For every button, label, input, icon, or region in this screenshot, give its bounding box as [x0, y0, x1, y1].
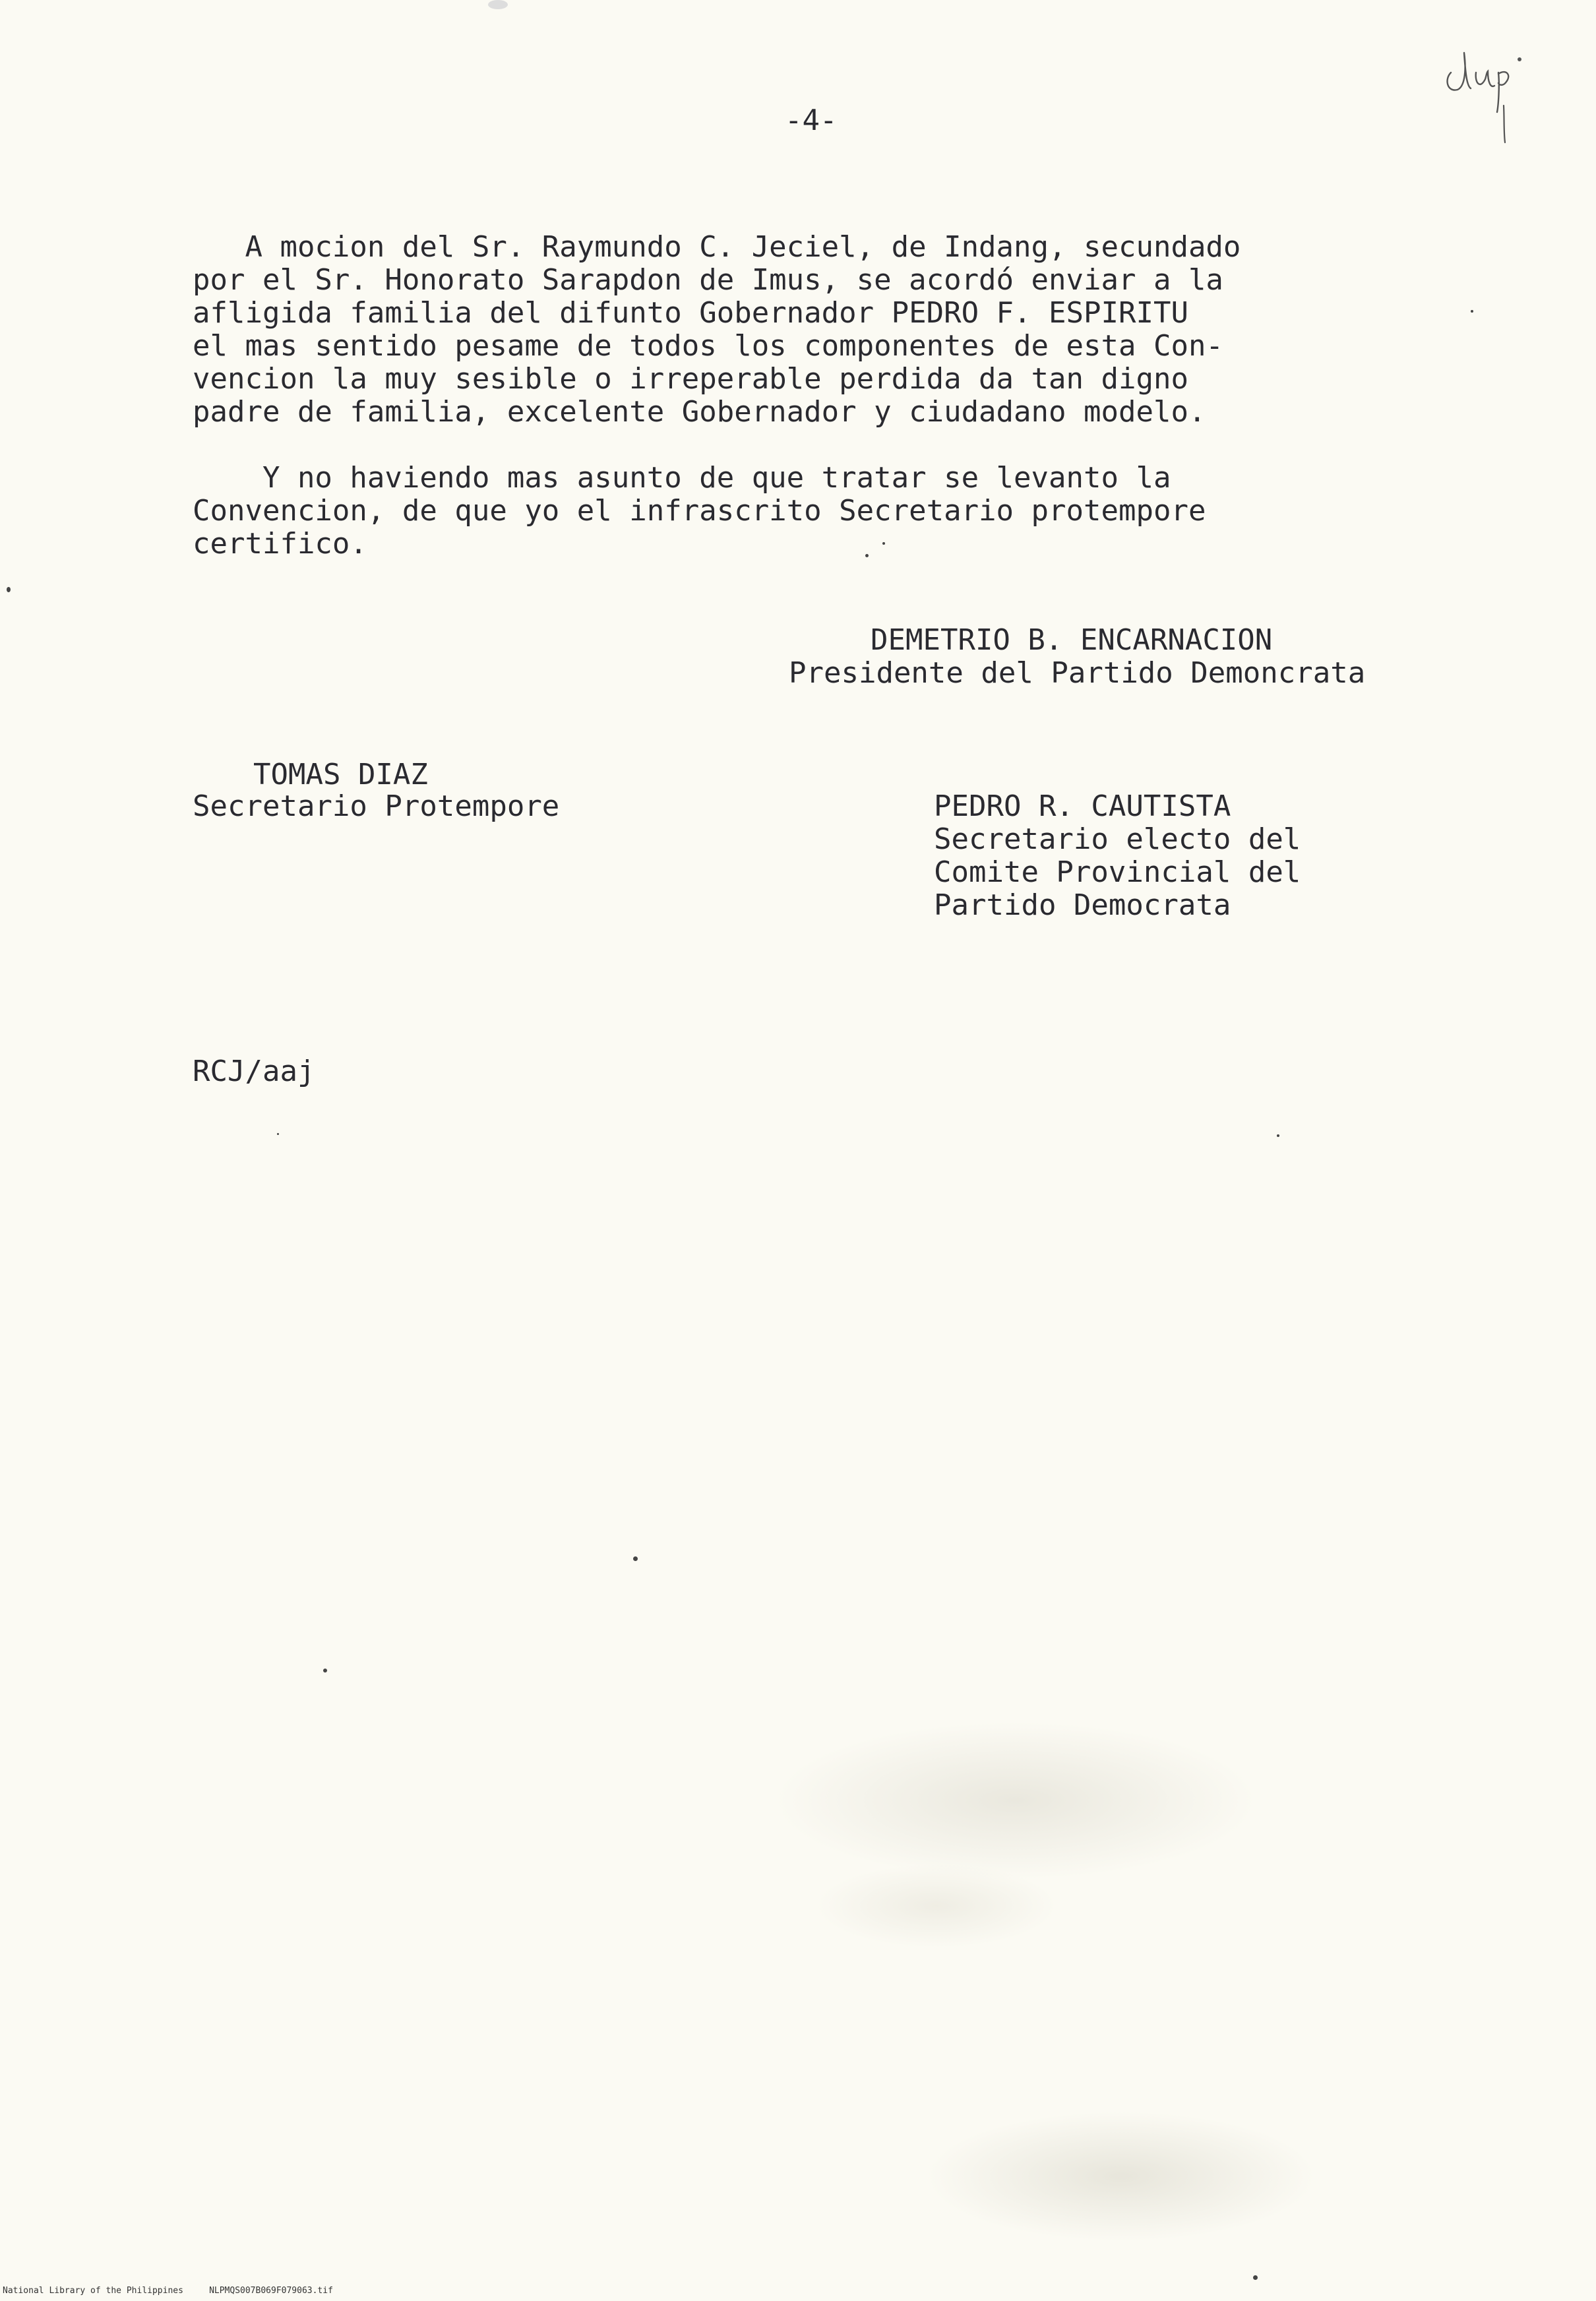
paper-speck [1277, 1134, 1279, 1137]
signatory-name-president: DEMETRIO B. ENCARNACION [871, 623, 1273, 657]
text-line: vencion la muy sesible o irreperable perdida da tan digno [193, 362, 1188, 396]
page-number: -4- [785, 104, 838, 137]
text-line: el mas sentido pesame de todos los componentes de esta Con- [193, 329, 1223, 363]
paper-speck [882, 542, 885, 545]
signatory-name-secretary-elect: PEDRO R. CAUTISTA [934, 789, 1231, 823]
archive-footer: National Library of the Philippines NLPMQS007B069F079063.tif [3, 2286, 333, 2296]
paper-speck [865, 554, 869, 557]
text-line: Secretario electo del [934, 822, 1301, 856]
paper-speck [7, 587, 11, 592]
signatory-title-secretary-protempore: Secretario Protempore [193, 789, 560, 823]
text-line: Convencion, de que yo el infrascrito Secretario protempore [193, 494, 1206, 528]
text-line: Partido Democrata [934, 888, 1231, 922]
paragraph-motion [193, 231, 1241, 429]
text-line: A mocion del Sr. Raymundo C. Jeciel, de Indang, secundado [193, 230, 1241, 264]
reference-initials: RCJ/aaj [193, 1055, 315, 1088]
paper-speck [277, 1133, 279, 1135]
text-line: Y no haviendo mas asunto de que tratar se levanto la [193, 461, 1171, 495]
text-line: Comite Provincial del [934, 855, 1301, 889]
text-line: padre de familia, excelente Gobernador y ciudadano modelo. [193, 395, 1206, 429]
paper-speck [323, 1669, 327, 1672]
paper-speck [633, 1556, 638, 1561]
signatory-name-secretary-protempore: TOMAS DIAZ [253, 758, 428, 791]
paper-speck [1471, 310, 1473, 313]
paragraph-closing [193, 462, 1206, 561]
handwritten-dup-annotation [1438, 33, 1530, 145]
signatory-title-secretary-elect [934, 823, 1301, 922]
text-line: certifico. [193, 527, 367, 561]
text-line: por el Sr. Honorato Sarapdon de Imus, se acordó enviar a la [193, 263, 1223, 297]
paper-speck [1253, 2275, 1258, 2280]
paper-stain [488, 0, 508, 9]
text-line: afligida familia del difunto Gobernador PEDRO F. ESPIRITU [193, 296, 1188, 330]
signatory-title-president: Presidente del Partido Demoncrata [789, 656, 1366, 690]
